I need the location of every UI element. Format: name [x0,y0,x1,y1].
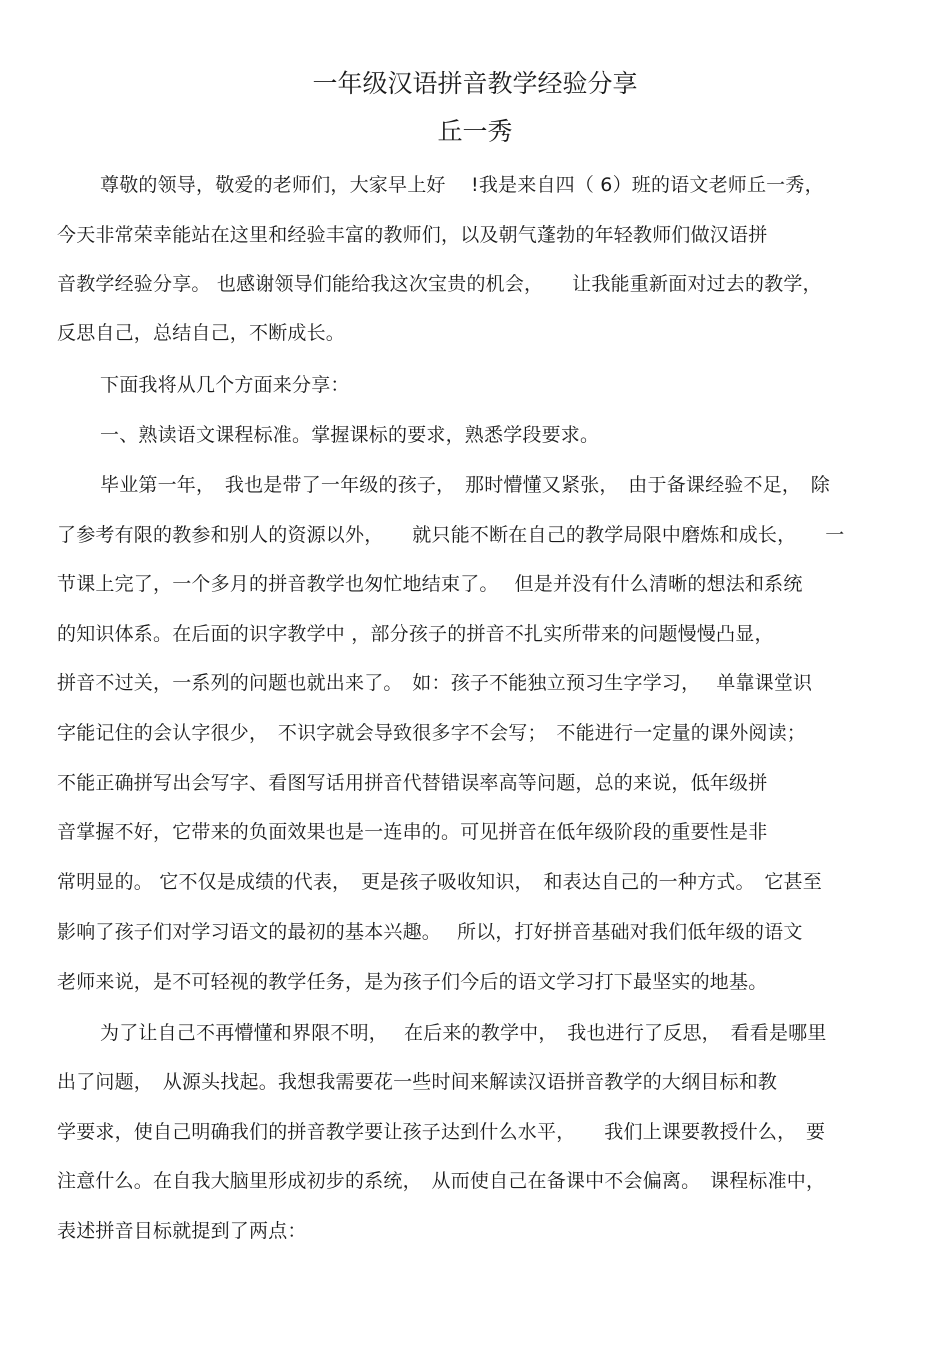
paragraph-line: 今天非常荣幸能站在这里和经验丰富的教师们，以及朝气蓬勃的年轻教师们做汉语拼 [57,224,768,246]
paragraph-line: 毕业第一年， 我也是带了一年级的孩子， 那时懵懂又紧张， 由于备课经验不足， 除 [100,474,831,496]
paragraph-line: 出了问题， 从源头找起。我想我需要花一些时间来解读汉语拼音教学的大纲目标和教 [57,1071,778,1093]
paragraph-line: 为了让自己不再懵懂和界限不明， 在后来的教学中， 我也进行了反思， 看看是哪里 [100,1022,827,1044]
paragraph-line: 常明显的。 它不仅是成绩的代表， 更是孩子吸收知识， 和表达自己的一种方式。 它甚至 [57,871,822,893]
paragraph-line: 音教学经验分享。 也感谢领导们能给我这次宝贵的机会， 让我能重新面对过去的教学， [57,273,822,295]
paragraph-line: 的知识体系。在后面的识字教学中 ，部分孩子的拼音不扎实所带来的问题慢慢凸显， [57,623,774,645]
paragraph-line: 学要求，使自己明确我们的拼音教学要让孩子达到什么水平， 我们上课要教授什么， 要 [57,1121,826,1143]
paragraph-line: 老师来说，是不可轻视的教学任务，是为孩子们今后的语文学习打下最坚实的地基。 [57,971,768,993]
document-title: 一年级汉语拼音教学经验分享 [312,69,638,98]
document-author: 丘一秀 [437,117,513,146]
section-heading: 一、熟读语文课程标准。掌握课标的要求，熟悉学段要求。 [100,424,600,446]
paragraph-line: 下面我将从几个方面来分享： [100,374,350,396]
paragraph-line: 节课上完了，一个多月的拼音教学也匆忙地结束了。 但是并没有什么清晰的想法和系统 [57,573,803,595]
paragraph-line: 了参考有限的教参和别人的资源以外， 就只能不断在自己的教学局限中磨炼和成长， 一 [57,524,845,546]
paragraph-line: 注意什么。在自我大脑里形成初步的系统， 从而使自己在备课中不会偏离。 课程标准中， [57,1170,826,1192]
paragraph-line: 影响了孩子们对学习语文的最初的基本兴趣。 所以，打好拼音基础对我们低年级的语文 [57,921,803,943]
paragraph-line: 尊敬的领导，敬爱的老师们，大家早上好 !我是来自四（ 6）班的语文老师丘一秀， [100,174,824,196]
paragraph-line: 表述拼音目标就提到了两点： [57,1220,307,1242]
paragraph-line: 拼音不过关，一系列的问题也就出来了。 如：孩子不能独立预习生字学习， 单靠课堂识 [57,672,813,694]
paragraph-line: 反思自己，总结自己，不断成长。 [57,322,346,344]
paragraph-line: 字能记住的会认字很少， 不识字就会导致很多字不会写； 不能进行一定量的课外阅读； [57,722,807,744]
paragraph-line: 音掌握不好，它带来的负面效果也是一连串的。可见拼音在低年级阶段的重要性是非 [57,821,768,843]
paragraph-line: 不能正确拼写出会写字、看图写话用拼音代替错误率高等问题，总的来说，低年级拼 [57,772,768,794]
